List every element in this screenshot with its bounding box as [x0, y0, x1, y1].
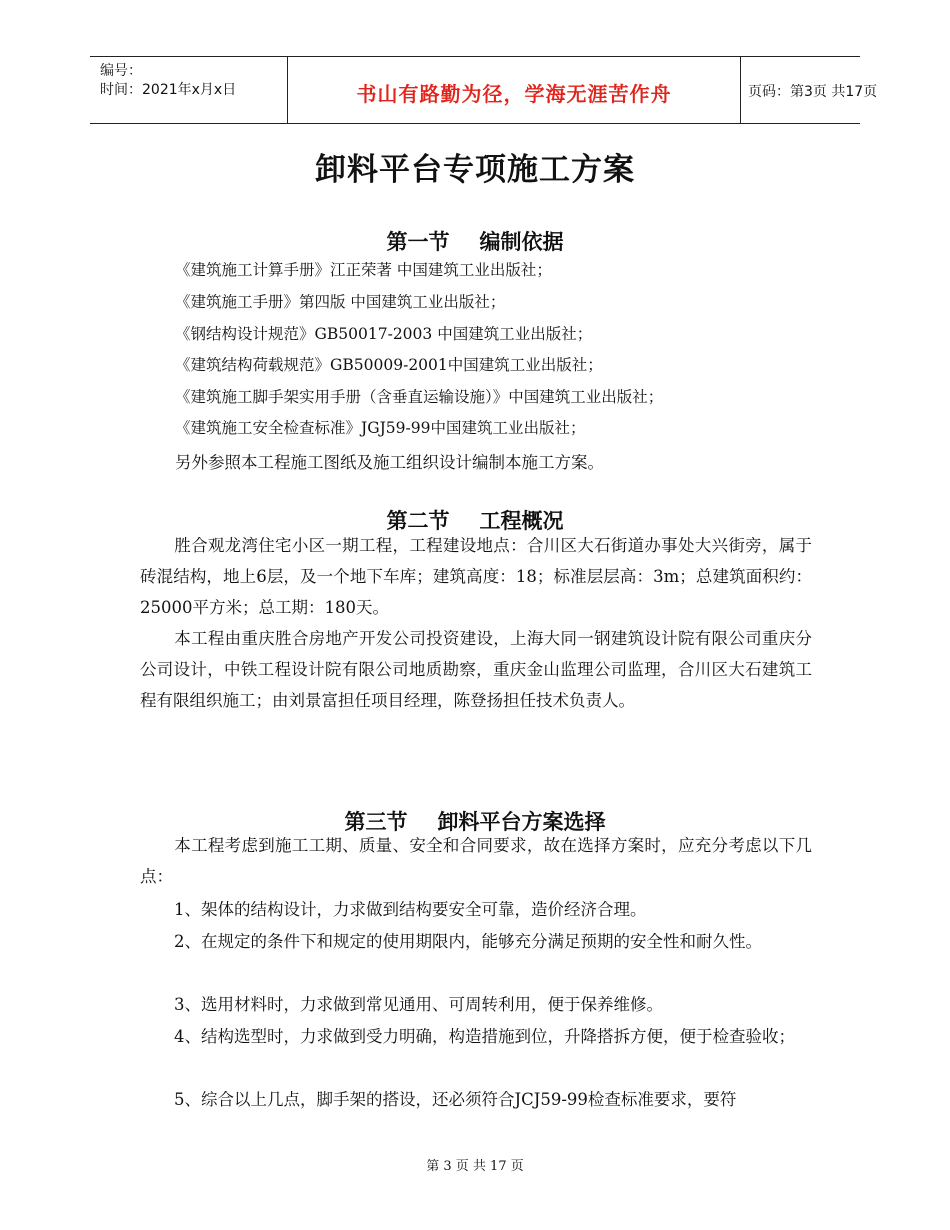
list-item-text: 1、架体的结构设计，力求做到结构要安全可靠，造价经济合理。 — [174, 900, 647, 919]
header-meta-cell — [90, 57, 287, 123]
section-title: 编制依据 — [479, 230, 564, 254]
reference-item: 《建筑施工计算手册》江正荣著 中国建筑工业出版社； — [175, 261, 552, 279]
overview-text-2: 本工程由重庆胜合房地产开发公司投资建设，上海大同一钢建筑设计院有限公司重庆分公司设计，中铁工程设计院有限公司地质勘察，重庆金山监理公司监理，合川区大石建筑工程有限组织施工；由刘景富担任项目经理，陈登扬担任技术负责人。 — [140, 629, 812, 710]
list-item — [140, 894, 812, 925]
list-item-text: 5、综合以上几点，脚手架的搭设，还必须符合JCJ59-99检查标准要求，要符 — [174, 1090, 737, 1109]
section-number: 第二节 — [386, 509, 450, 533]
header-page-cell — [740, 57, 878, 123]
header-page-number: 页码：第3页 共17页 — [748, 84, 878, 100]
selection-intro-text: 本工程考虑到施工工期、质量、安全和合同要求，故在选择方案时，应充分考虑以下几点： — [140, 836, 812, 886]
overview-paragraph-1 — [140, 530, 812, 623]
list-item — [140, 989, 812, 1020]
reference-item: 《钢结构设计规范》GB50017-2003 中国建筑工业出版社； — [175, 325, 593, 343]
section-number: 第一节 — [386, 230, 450, 254]
time-label: 时间：2021年x月x日 — [100, 82, 237, 98]
list-item — [140, 926, 812, 957]
overview-paragraph-2 — [140, 623, 812, 716]
header-motto-cell — [287, 57, 741, 123]
reference-item: 《建筑施工手册》第四版 中国建筑工业出版社； — [175, 293, 506, 311]
section-number: 第三节 — [344, 810, 408, 834]
list-item — [140, 1021, 812, 1052]
page-footer: 第 3 页 共 17 页 — [426, 1159, 524, 1174]
code-label: 编号： — [100, 63, 142, 79]
reference-item: 《建筑施工脚手架实用手册（含垂直运输设施）》中国建筑工业出版社； — [175, 388, 664, 406]
list-item-text: 4、结构选型时，力求做到受力明确，构造措施到位，升降搭拆方便，便于检查验收； — [174, 1027, 795, 1046]
list-item-text: 3、选用材料时，力求做到常见通用、可周转利用，便于保养维修。 — [174, 995, 663, 1014]
section-title: 工程概况 — [479, 509, 564, 533]
section-title: 卸料平台方案选择 — [437, 810, 606, 834]
reference-item: 《建筑施工安全检查标准》JGJ59-99中国建筑工业出版社； — [175, 419, 586, 437]
overview-text-1: 胜合观龙湾住宅小区一期工程，工程建设地点：合川区大石街道办事处大兴街旁，属于砖混结构，地上6层，及一个地下车库；建筑高度：18；标准层层高：3m；总建筑面积约：25000平方米；总工期：180天。 — [140, 536, 812, 617]
selection-intro — [140, 830, 812, 892]
document-title: 卸料平台专项施工方案 — [315, 152, 635, 188]
header-motto: 书山有路勤为径，学海无涯苦作舟 — [356, 82, 672, 106]
list-item — [140, 1084, 812, 1115]
reference-item: 《建筑结构荷载规范》GB50009-2001中国建筑工业出版社； — [175, 356, 603, 374]
section-heading-1 — [0, 226, 950, 256]
list-item-text: 2、在规定的条件下和规定的使用期限内，能够充分满足预期的安全性和耐久性。 — [174, 932, 762, 951]
reference-note: 另外参照本工程施工图纸及施工组织设计编制本施工方案。 — [175, 453, 604, 472]
page-header — [90, 56, 878, 124]
